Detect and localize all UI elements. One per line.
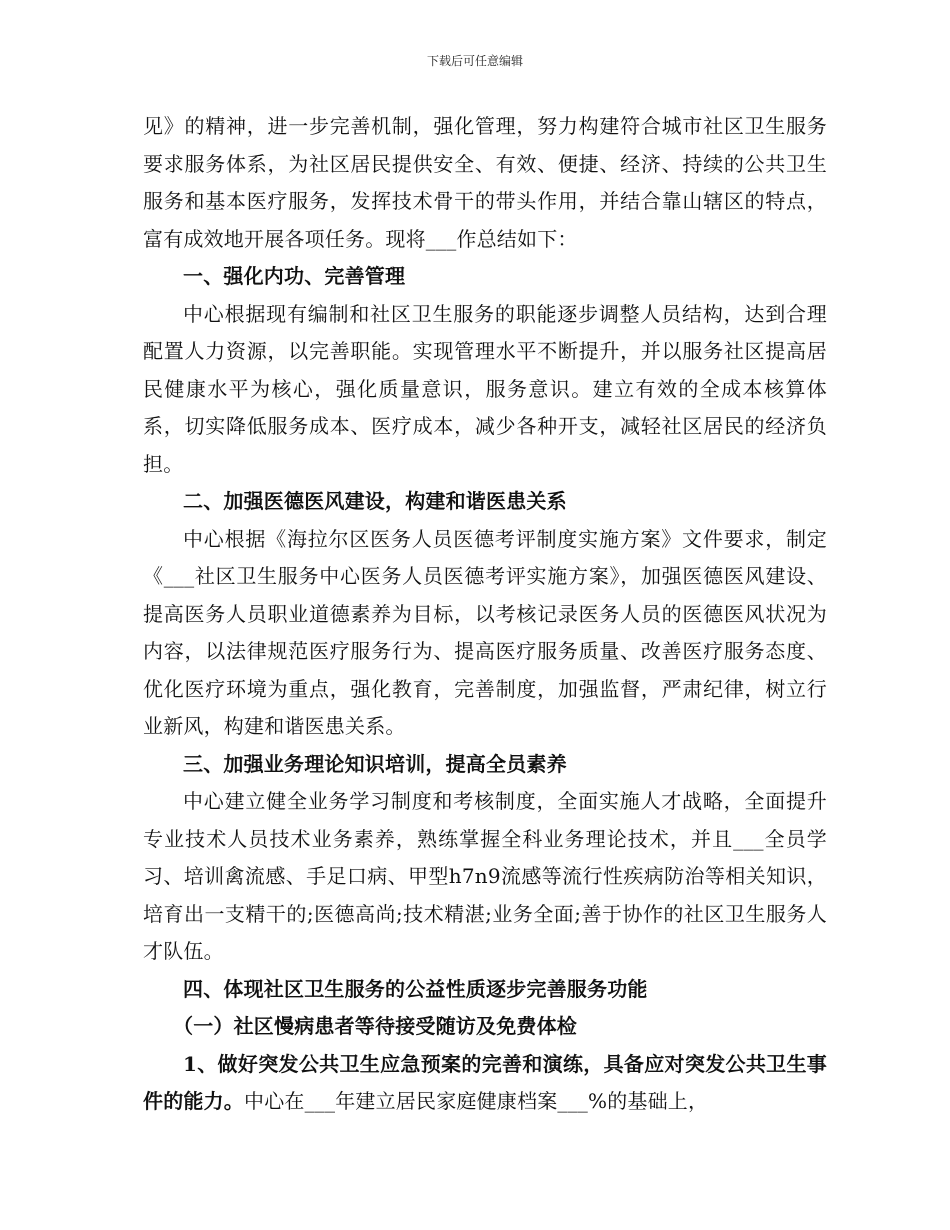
section-heading-1: 一、强化内功、完善管理 (183, 264, 406, 288)
paragraph-4-lead: 1、做好突发公共卫生应急预案的完善和演练，具备应对突发公共卫生事件的能力。 (143, 1051, 827, 1113)
paragraph-3: 中心建立健全业务学习制度和考核制度，全面实施人才战略，全面提升专业技术人员技术业务素养，熟练掌握全科业务理论技术，并且___全员学习、培训禽流感、手足口病、甲型h7n9流感等流行性疾病防治等相关知识，培育出一支精干的;医德高尚;技术精湛;业务全面;善于协作的社区卫生服务人才队伍。 (143, 789, 827, 963)
section-heading-3: 三、加强业务理论知识培训，提高全员素养 (183, 751, 567, 776)
paragraph-1: 中心根据现有编制和社区卫生服务的职能逐步调整人员结构，达到合理配置人力资源，以完善职能。实现管理水平不断提升，并以服务社区提高居民健康水平为核心，强化质量意识，服务意识。建立有效的全成本核算体系，切实降低服务成本、医疗成本，减少各种开支，减轻社区居民的经济负担。 (143, 301, 827, 476)
paragraph-4-rest: 中心在___年建立居民家庭健康档案___%的基础上， (244, 1089, 709, 1113)
section-heading-4: 四、体现社区卫生服务的公益性质逐步完善服务功能 (183, 976, 648, 1001)
subsection-heading-4-1: （一）社区慢病患者等待接受随访及免费体检 (173, 1014, 577, 1038)
section-heading-2: 二、加强医德医风建设，构建和谐医患关系 (183, 489, 567, 513)
paragraph-4 (143, 1046, 827, 1121)
paragraph-2: 中心根据《海拉尔区医务人员医德考评制度实施方案》文件要求，制定《___社区卫生服务中心医务人员医德考评实施方案》，加强医德医风建设、提高医务人员职业道德素养为目标，以考核记录医务人员的医德医风状况为内容，以法律规范医疗服务行为、提高医疗服务质量、改善医疗服务态度、优化医疗环境为重点，强化教育，完善制度，加强监督，严肃纪律，树立行业新风，构建和谐医患关系。 (143, 526, 827, 738)
paragraph-intro: 见》的精神，进一步完善机制，强化管理，努力构建符合城市社区卫生服务要求服务体系，为社区居民提供安全、有效、便捷、经济、持续的公共卫生服务和基本医疗服务，发挥技术骨干的带头作用，并结合靠山辖区的特点，富有成效地开展各项任务。现将___作总结如下： (143, 114, 827, 251)
page-header: 下载后可任意编辑 (426, 54, 523, 68)
document-body (143, 108, 827, 1121)
